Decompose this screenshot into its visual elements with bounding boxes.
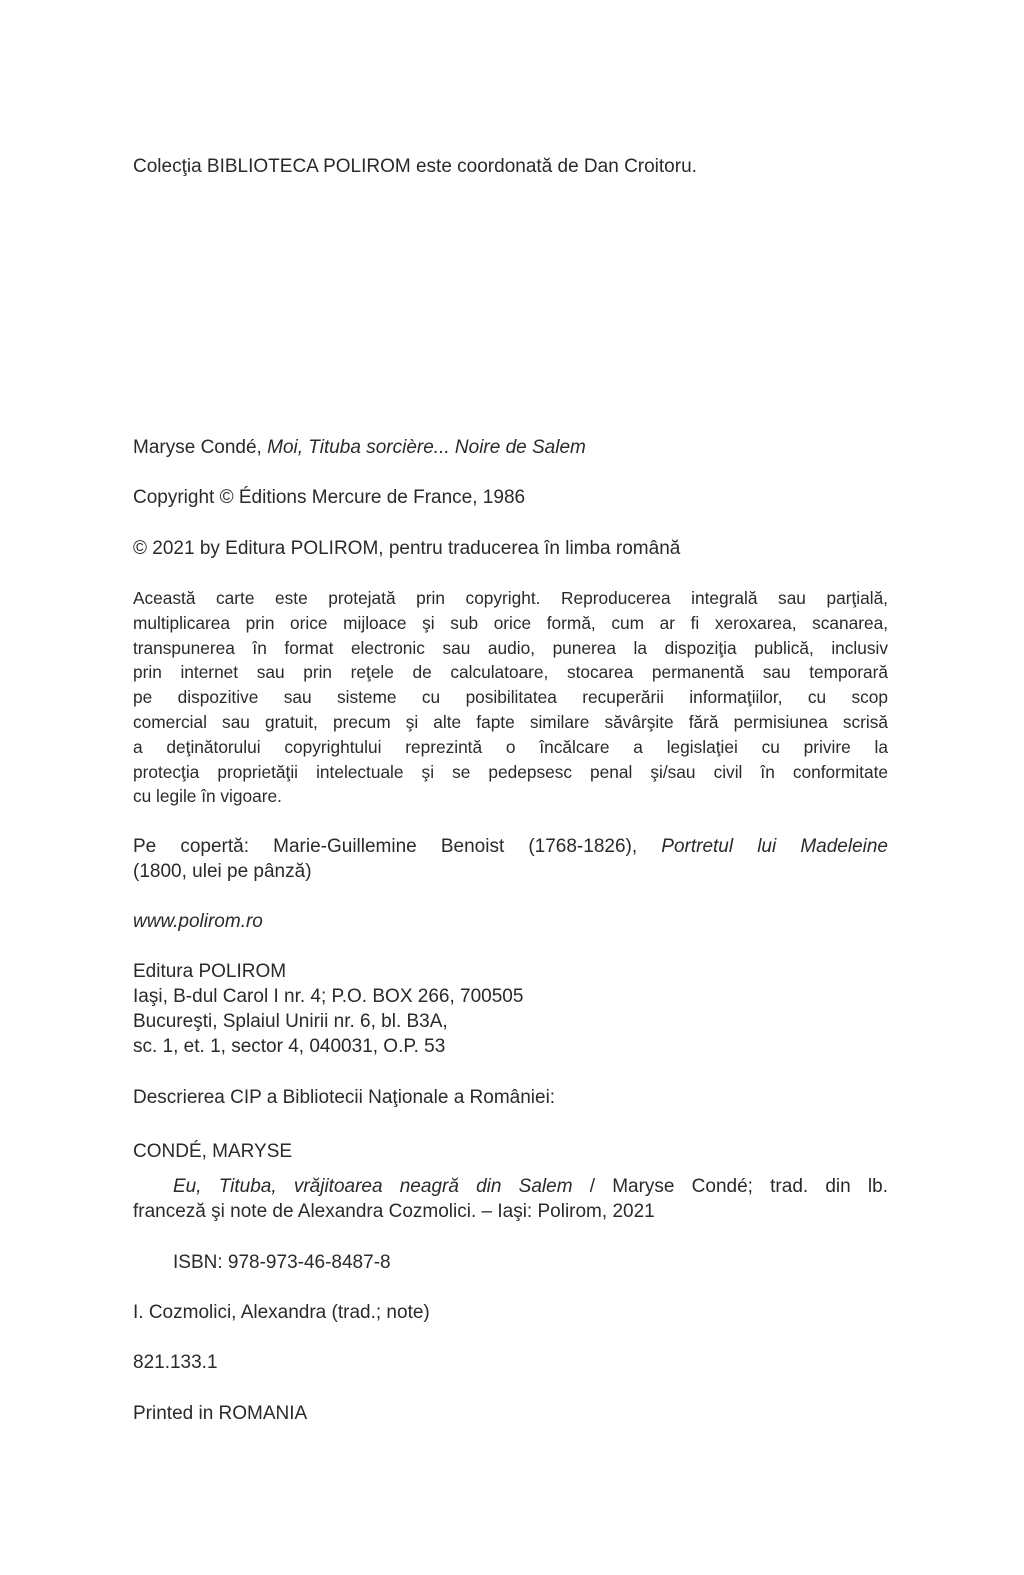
legal-line: Această carte este protejată prin copyright. Reproducerea integrală sau parţială,	[133, 588, 888, 608]
cip-line-2: franceză şi note de Alexandra Cozmolici. – Iaşi: Polirom, 2021	[133, 1201, 655, 1222]
copyright-translation: © 2021 by Editura POLIROM, pentru traducerea în limba română	[133, 538, 681, 559]
legal-notice	[133, 586, 888, 809]
publisher-line: Iaşi, B-dul Carol I nr. 4; P.O. BOX 266, 700505	[133, 986, 524, 1007]
cip-classification: 821.133.1	[133, 1352, 218, 1373]
legal-line: prin internet sau prin reţele de calculatoare, stocarea permanentă sau temporară	[133, 662, 888, 683]
publisher-line: Bucureşti, Splaiul Unirii nr. 6, bl. B3A,	[133, 1011, 448, 1032]
cip-heading: Descrierea CIP a Bibliotecii Naţionale a României:	[133, 1087, 556, 1108]
legal-line: transpunerea în format electronic sau audio, punerea la dispoziţia publică, inclusiv	[133, 637, 888, 658]
cover-artist: Pe copertă: Marie-Guillemine Benoist (1768-1826),	[133, 836, 662, 857]
publisher-line: sc. 1, et. 1, sector 4, 040031, O.P. 53	[133, 1036, 446, 1057]
cover-line-1	[133, 834, 888, 859]
original-edition	[133, 435, 888, 460]
collection-note: Colecţia BIBLIOTECA POLIROM este coordonată de Dan Croitoru.	[133, 156, 697, 177]
legal-line: protecţia proprietăţii intelectuale şi se pedepsesc penal şi/sau civil în conformitate	[133, 761, 888, 782]
website-text[interactable]: www.polirom.ro	[133, 911, 263, 932]
legal-line: comercial sau gratuit, precum şi alte fapte similare săvârşite fără permisiunea scrisă	[133, 711, 888, 732]
cover-title: Portretul lui Madeleine	[661, 836, 888, 857]
isbn: ISBN: 978-973-46-8487-8	[173, 1252, 391, 1273]
legal-line: a deţinătorului copyrightului reprezintă o încălcare a legislaţiei cu privire la	[133, 736, 888, 757]
legal-line: cu legile în vigoare.	[133, 786, 282, 807]
cip-entry	[133, 1174, 888, 1224]
printed-in: Printed in ROMANIA	[133, 1403, 308, 1424]
cip-author: CONDÉ, MARYSE	[133, 1141, 293, 1162]
publisher-line: Editura POLIROM	[133, 961, 287, 982]
legal-line: multiplicarea prin orice mijloace şi sub orice formă, cum ar fi xeroxarea, scanarea,	[133, 612, 888, 633]
cip-title-line	[133, 1174, 888, 1199]
cover-line-2: (1800, ulei pe pânză)	[133, 861, 312, 882]
website-link[interactable]	[133, 909, 888, 934]
cip-title: Eu, Tituba, vrăjitoarea neagră din Salem	[173, 1176, 573, 1197]
publisher-address	[133, 959, 888, 1059]
original-author: Maryse Condé,	[133, 437, 268, 458]
legal-line: pe dispozitive sau sisteme cu posibilitatea recuperării informaţiilor, cu scop	[133, 687, 888, 708]
original-title: Moi, Tituba sorcière... Noire de Salem	[267, 437, 586, 458]
cip-contributor: I. Cozmolici, Alexandra (trad.; note)	[133, 1302, 430, 1323]
cip-title-rest: / Maryse Condé; trad. din lb.	[572, 1176, 888, 1197]
cover-credit	[133, 834, 888, 884]
copyright-original: Copyright © Éditions Mercure de France, 1986	[133, 487, 526, 508]
